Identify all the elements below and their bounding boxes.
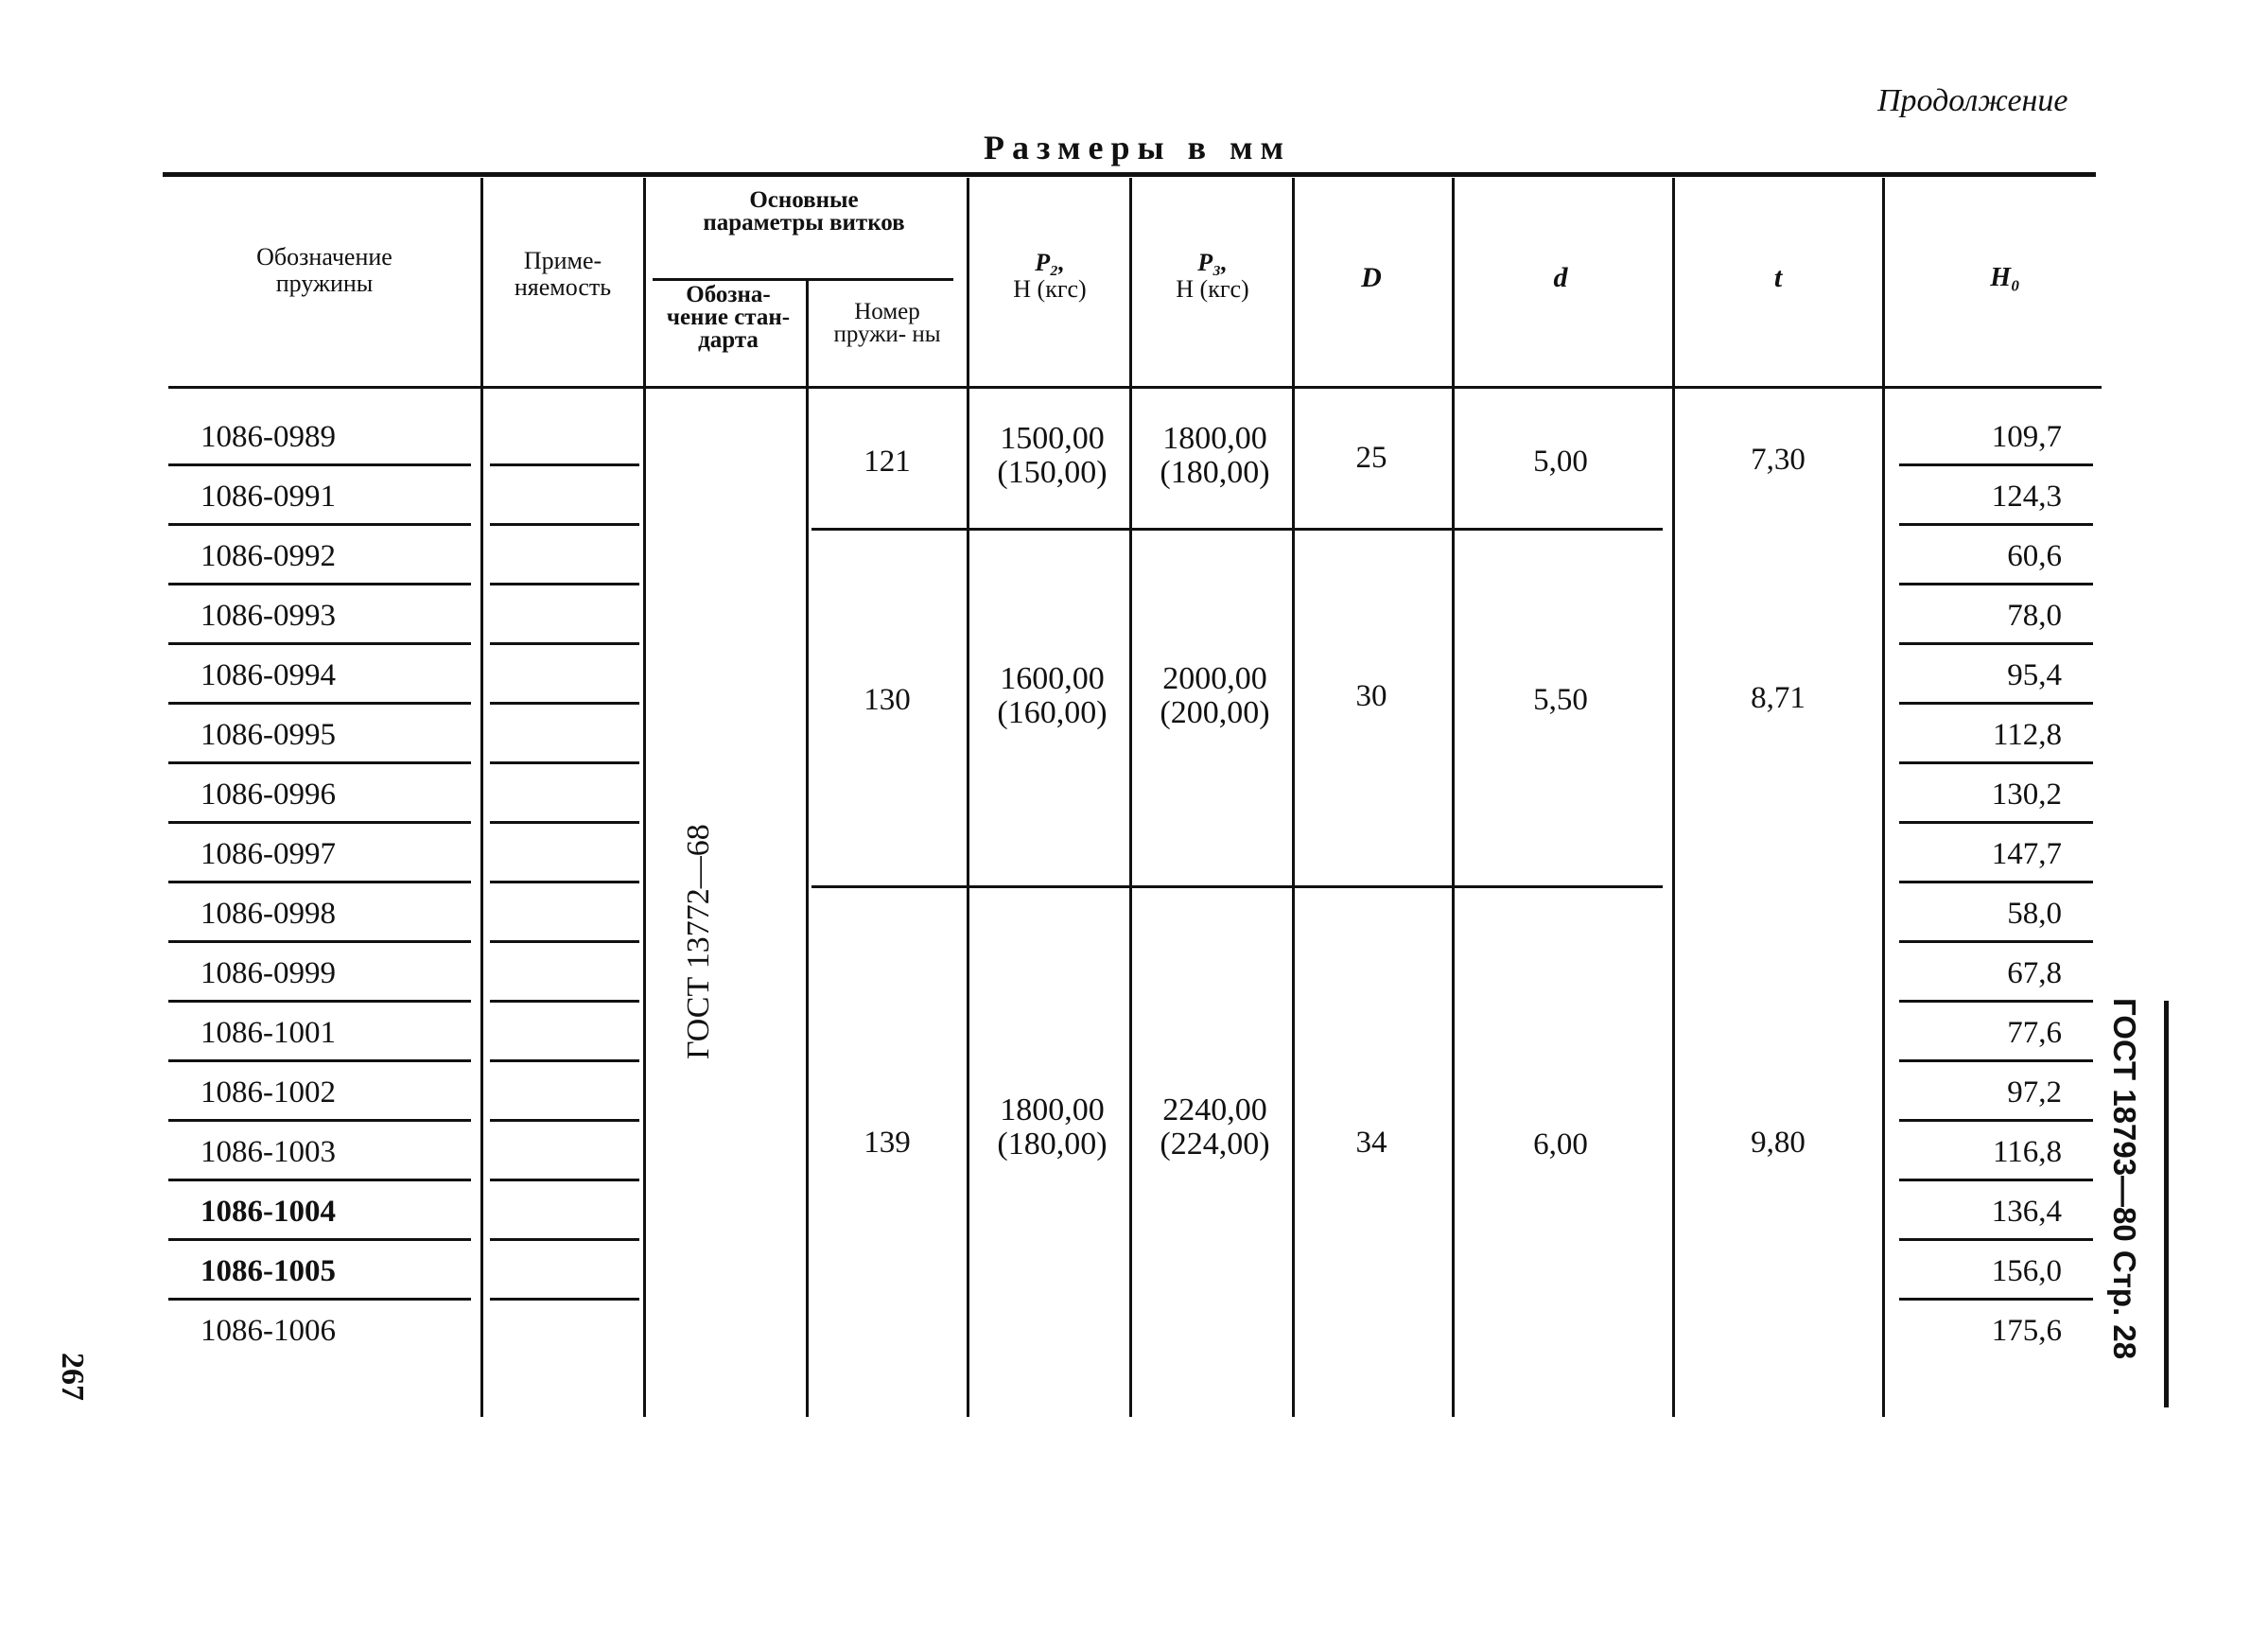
row-H0: 136,4 — [1991, 1195, 2062, 1229]
header-H0: H₀ — [1990, 263, 2020, 292]
group-p3-n: 2240,00 — [1162, 1092, 1267, 1127]
row-H0: 60,6 — [2007, 539, 2062, 573]
header-p3-symbol: P₃, — [1197, 249, 1228, 276]
standard-designation: ГОСТ 13772—68 — [681, 824, 716, 1059]
row-separator — [490, 881, 639, 883]
row-H0: 58,0 — [2007, 897, 2062, 931]
header-std-designation: Обозна- чение стан- дарта — [666, 282, 791, 353]
row-separator — [490, 1238, 639, 1241]
row-designation: 1086-1001 — [201, 1016, 336, 1050]
row-H0: 78,0 — [2007, 599, 2062, 633]
row-H0: 97,2 — [2007, 1075, 2062, 1110]
group-p2-kgs: (150,00) — [997, 455, 1108, 490]
row-separator — [1899, 881, 2093, 883]
row-separator — [168, 463, 471, 466]
row-designation: 1086-0991 — [201, 480, 336, 514]
group-p3 — [1137, 662, 1293, 730]
header-main-params: Основные параметры витков — [703, 187, 905, 236]
group-d: 5,00 — [1533, 445, 1588, 479]
page-number: 267 — [55, 1353, 90, 1401]
group-p2-n: 1500,00 — [1000, 421, 1105, 456]
row-separator — [490, 523, 639, 526]
group-p2 — [974, 422, 1130, 490]
row-separator — [490, 821, 639, 824]
row-designation: 1086-0996 — [201, 778, 336, 812]
row-H0: 147,7 — [1991, 837, 2062, 871]
row-designation: 1086-1003 — [201, 1135, 336, 1169]
row-designation: 1086-1002 — [201, 1075, 336, 1110]
row-separator — [490, 702, 639, 705]
header-d: d — [1553, 262, 1568, 293]
row-H0: 130,2 — [1991, 778, 2062, 812]
group-p3-n: 1800,00 — [1162, 421, 1267, 456]
header-spring-number: Номер пружи- ны — [833, 299, 941, 347]
col-divider — [1129, 178, 1132, 1417]
row-separator — [1899, 1119, 2093, 1122]
row-designation: 1086-0989 — [201, 420, 336, 454]
col-divider — [643, 178, 646, 1417]
row-separator — [490, 1000, 639, 1003]
row-separator — [168, 821, 471, 824]
group-p3-kgs: (224,00) — [1160, 1127, 1270, 1162]
row-separator — [168, 1179, 471, 1181]
row-separator — [1899, 1000, 2093, 1003]
row-H0: 175,6 — [1991, 1314, 2062, 1348]
header-p3-unit: Н (кгс) — [1176, 275, 1249, 303]
row-H0: 67,8 — [2007, 956, 2062, 990]
row-separator — [1899, 1298, 2093, 1301]
header-p2-unit: Н (кгс) — [1013, 275, 1087, 303]
group-D: 25 — [1355, 441, 1387, 475]
row-separator — [168, 702, 471, 705]
row-separator — [490, 583, 639, 585]
group-separator — [811, 885, 1663, 888]
group-spring-number: 130 — [864, 683, 911, 717]
row-separator — [1899, 642, 2093, 645]
group-p2-kgs: (180,00) — [997, 1127, 1108, 1162]
row-separator — [1899, 1179, 2093, 1181]
group-d: 6,00 — [1533, 1127, 1588, 1162]
group-t: 7,30 — [1751, 443, 1806, 477]
group-p3 — [1137, 1093, 1293, 1162]
row-separator — [168, 583, 471, 585]
row-designation: 1086-1006 — [201, 1314, 336, 1348]
main-params-subrule — [653, 278, 953, 281]
row-separator — [168, 881, 471, 883]
row-separator — [1899, 583, 2093, 585]
col-divider — [480, 178, 483, 1417]
row-separator — [1899, 1238, 2093, 1241]
row-separator — [490, 1298, 639, 1301]
header-p2-symbol: P₂, — [1035, 249, 1065, 276]
row-separator — [490, 1119, 639, 1122]
group-D: 30 — [1355, 679, 1387, 713]
row-separator — [168, 1000, 471, 1003]
row-separator — [490, 642, 639, 645]
table-top-border — [163, 172, 2096, 177]
row-separator — [490, 940, 639, 943]
row-designation: 1086-0994 — [201, 658, 336, 692]
group-p2 — [974, 1093, 1130, 1162]
group-p3 — [1137, 422, 1293, 490]
continuation-label: Продолжение — [1877, 83, 2068, 118]
col-divider — [967, 178, 969, 1417]
row-designation: 1086-0999 — [201, 956, 336, 990]
group-p2-n: 1800,00 — [1000, 1092, 1105, 1127]
row-separator — [1899, 463, 2093, 466]
row-separator — [1899, 1059, 2093, 1062]
header-p2 — [974, 250, 1125, 303]
row-H0: 124,3 — [1991, 480, 2062, 514]
group-t: 9,80 — [1751, 1126, 1806, 1160]
row-separator — [1899, 761, 2093, 764]
row-designation: 1086-0997 — [201, 837, 336, 871]
header-D: D — [1361, 262, 1382, 293]
col-divider — [1672, 178, 1675, 1417]
group-p2-kgs: (160,00) — [997, 695, 1108, 730]
row-designation: 1086-1005 — [201, 1254, 336, 1288]
group-p2-n: 1600,00 — [1000, 661, 1105, 696]
row-separator — [168, 1119, 471, 1122]
group-separator — [811, 528, 1663, 531]
row-separator — [490, 1059, 639, 1062]
col-divider — [1452, 178, 1455, 1417]
row-separator — [168, 1059, 471, 1062]
row-separator — [1899, 702, 2093, 705]
row-designation: 1086-0995 — [201, 718, 336, 752]
row-separator — [1899, 940, 2093, 943]
row-separator — [490, 463, 639, 466]
row-separator — [490, 761, 639, 764]
header-t: t — [1773, 262, 1783, 293]
header-applicability: Приме- няемость — [514, 247, 612, 301]
row-separator — [168, 642, 471, 645]
group-spring-number: 121 — [864, 445, 911, 479]
row-separator — [168, 1238, 471, 1241]
row-H0: 95,4 — [2007, 658, 2062, 692]
table-caption: Размеры в мм — [984, 129, 1292, 166]
group-d: 5,50 — [1533, 683, 1588, 717]
col-divider — [806, 278, 809, 1417]
row-designation: 1086-1004 — [201, 1195, 336, 1229]
row-H0: 156,0 — [1991, 1254, 2062, 1288]
row-designation: 1086-0992 — [201, 539, 336, 573]
row-separator — [1899, 821, 2093, 824]
row-separator — [168, 1298, 471, 1301]
side-rule — [2164, 1001, 2169, 1407]
col-divider — [1292, 178, 1295, 1417]
row-H0: 116,8 — [1992, 1135, 2062, 1169]
group-spring-number: 139 — [864, 1126, 911, 1160]
row-H0: 112,8 — [1992, 718, 2062, 752]
group-D: 34 — [1355, 1126, 1387, 1160]
row-separator — [168, 761, 471, 764]
row-designation: 1086-0998 — [201, 897, 336, 931]
group-p3-kgs: (180,00) — [1160, 455, 1270, 490]
row-separator — [168, 523, 471, 526]
row-separator — [1899, 523, 2093, 526]
header-designation: Обозначение пружины — [256, 243, 393, 297]
row-separator — [168, 940, 471, 943]
group-p3-kgs: (200,00) — [1160, 695, 1270, 730]
row-H0: 77,6 — [2007, 1016, 2062, 1050]
side-label: ГОСТ 18793—80 Стр. 28 — [2107, 998, 2142, 1360]
header-bottom-border — [168, 386, 2102, 389]
col-divider — [1882, 178, 1885, 1417]
row-H0: 109,7 — [1991, 420, 2062, 454]
group-t: 8,71 — [1751, 681, 1806, 715]
row-designation: 1086-0993 — [201, 599, 336, 633]
group-p3-n: 2000,00 — [1162, 661, 1267, 696]
header-p3 — [1137, 250, 1288, 303]
group-p2 — [974, 662, 1130, 730]
row-separator — [490, 1179, 639, 1181]
